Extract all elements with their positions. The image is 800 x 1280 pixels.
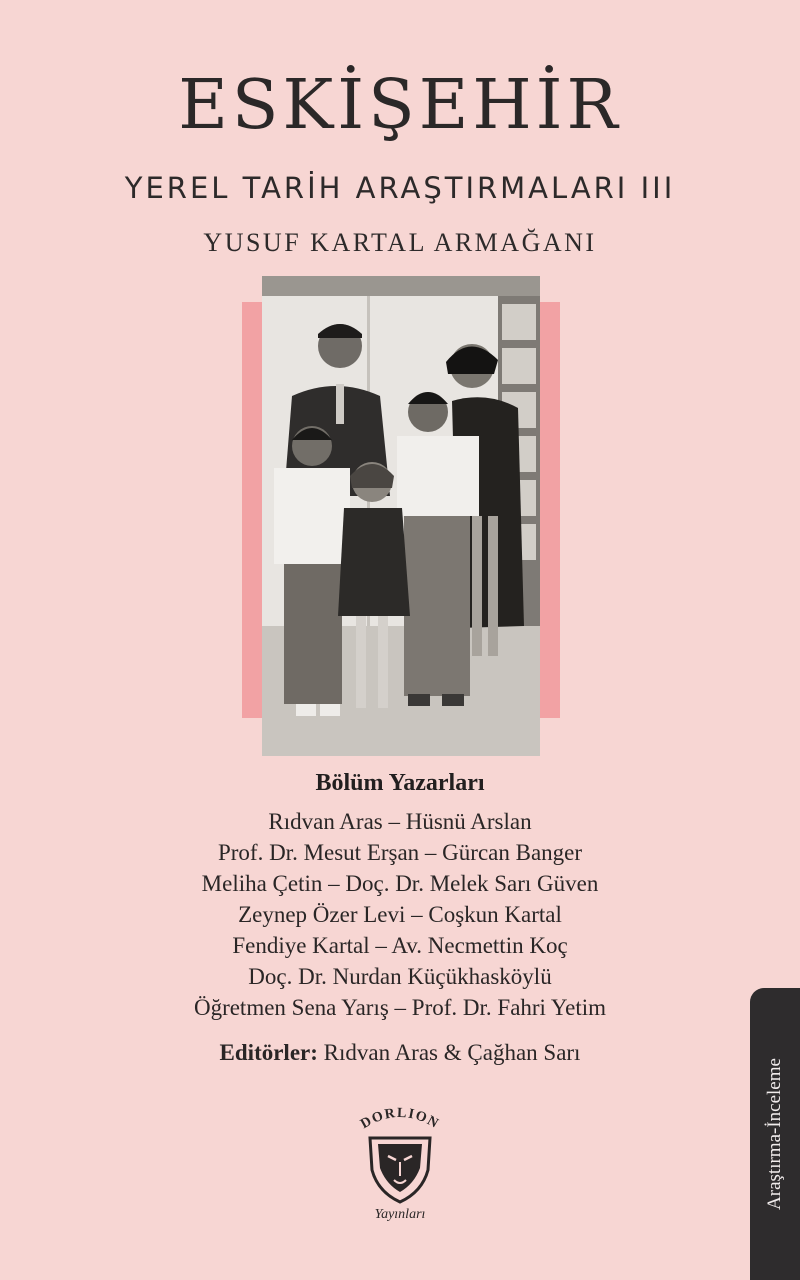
authors-heading: Bölüm Yazarları <box>315 770 485 796</box>
svg-text:DORLION <box>358 1106 441 1132</box>
author-line: Prof. Dr. Mesut Erşan – Gürcan Banger <box>217 840 583 865</box>
publisher-name-bottom: Yayınları <box>374 1207 426 1222</box>
book-title: ESKİŞEHİR <box>178 66 622 145</box>
category-label: Araştırma-İnceleme <box>764 1058 785 1210</box>
left-accent-bar <box>242 302 262 718</box>
publisher-logo <box>348 1100 452 1222</box>
author-line: Öğretmen Sena Yarış – Prof. Dr. Fahri Yetim <box>193 995 607 1020</box>
author-line: Rıdvan Aras – Hüsnü Arslan <box>268 809 532 834</box>
family-photo <box>262 276 540 756</box>
editors-line <box>0 1040 800 1066</box>
author-line: Meliha Çetin – Doç. Dr. Melek Sarı Güven <box>201 871 599 896</box>
authors-list <box>0 806 800 1023</box>
author-line: Zeynep Özer Levi – Coşkun Kartal <box>238 902 562 927</box>
right-accent-bar <box>540 302 560 718</box>
editors-label: Editörler: <box>219 1040 318 1065</box>
editors-names: Rıdvan Aras & Çağhan Sarı <box>323 1040 581 1065</box>
book-subtitle: YEREL TARİH ARAŞTIRMALARI III <box>124 171 676 205</box>
book-dedication: YUSUF KARTAL ARMAĞANI <box>203 228 597 257</box>
author-line: Doç. Dr. Nurdan Küçükhasköylü <box>248 964 552 989</box>
author-line: Fendiye Kartal – Av. Necmettin Koç <box>232 933 568 958</box>
publisher-name-top: DORLION <box>358 1105 442 1133</box>
